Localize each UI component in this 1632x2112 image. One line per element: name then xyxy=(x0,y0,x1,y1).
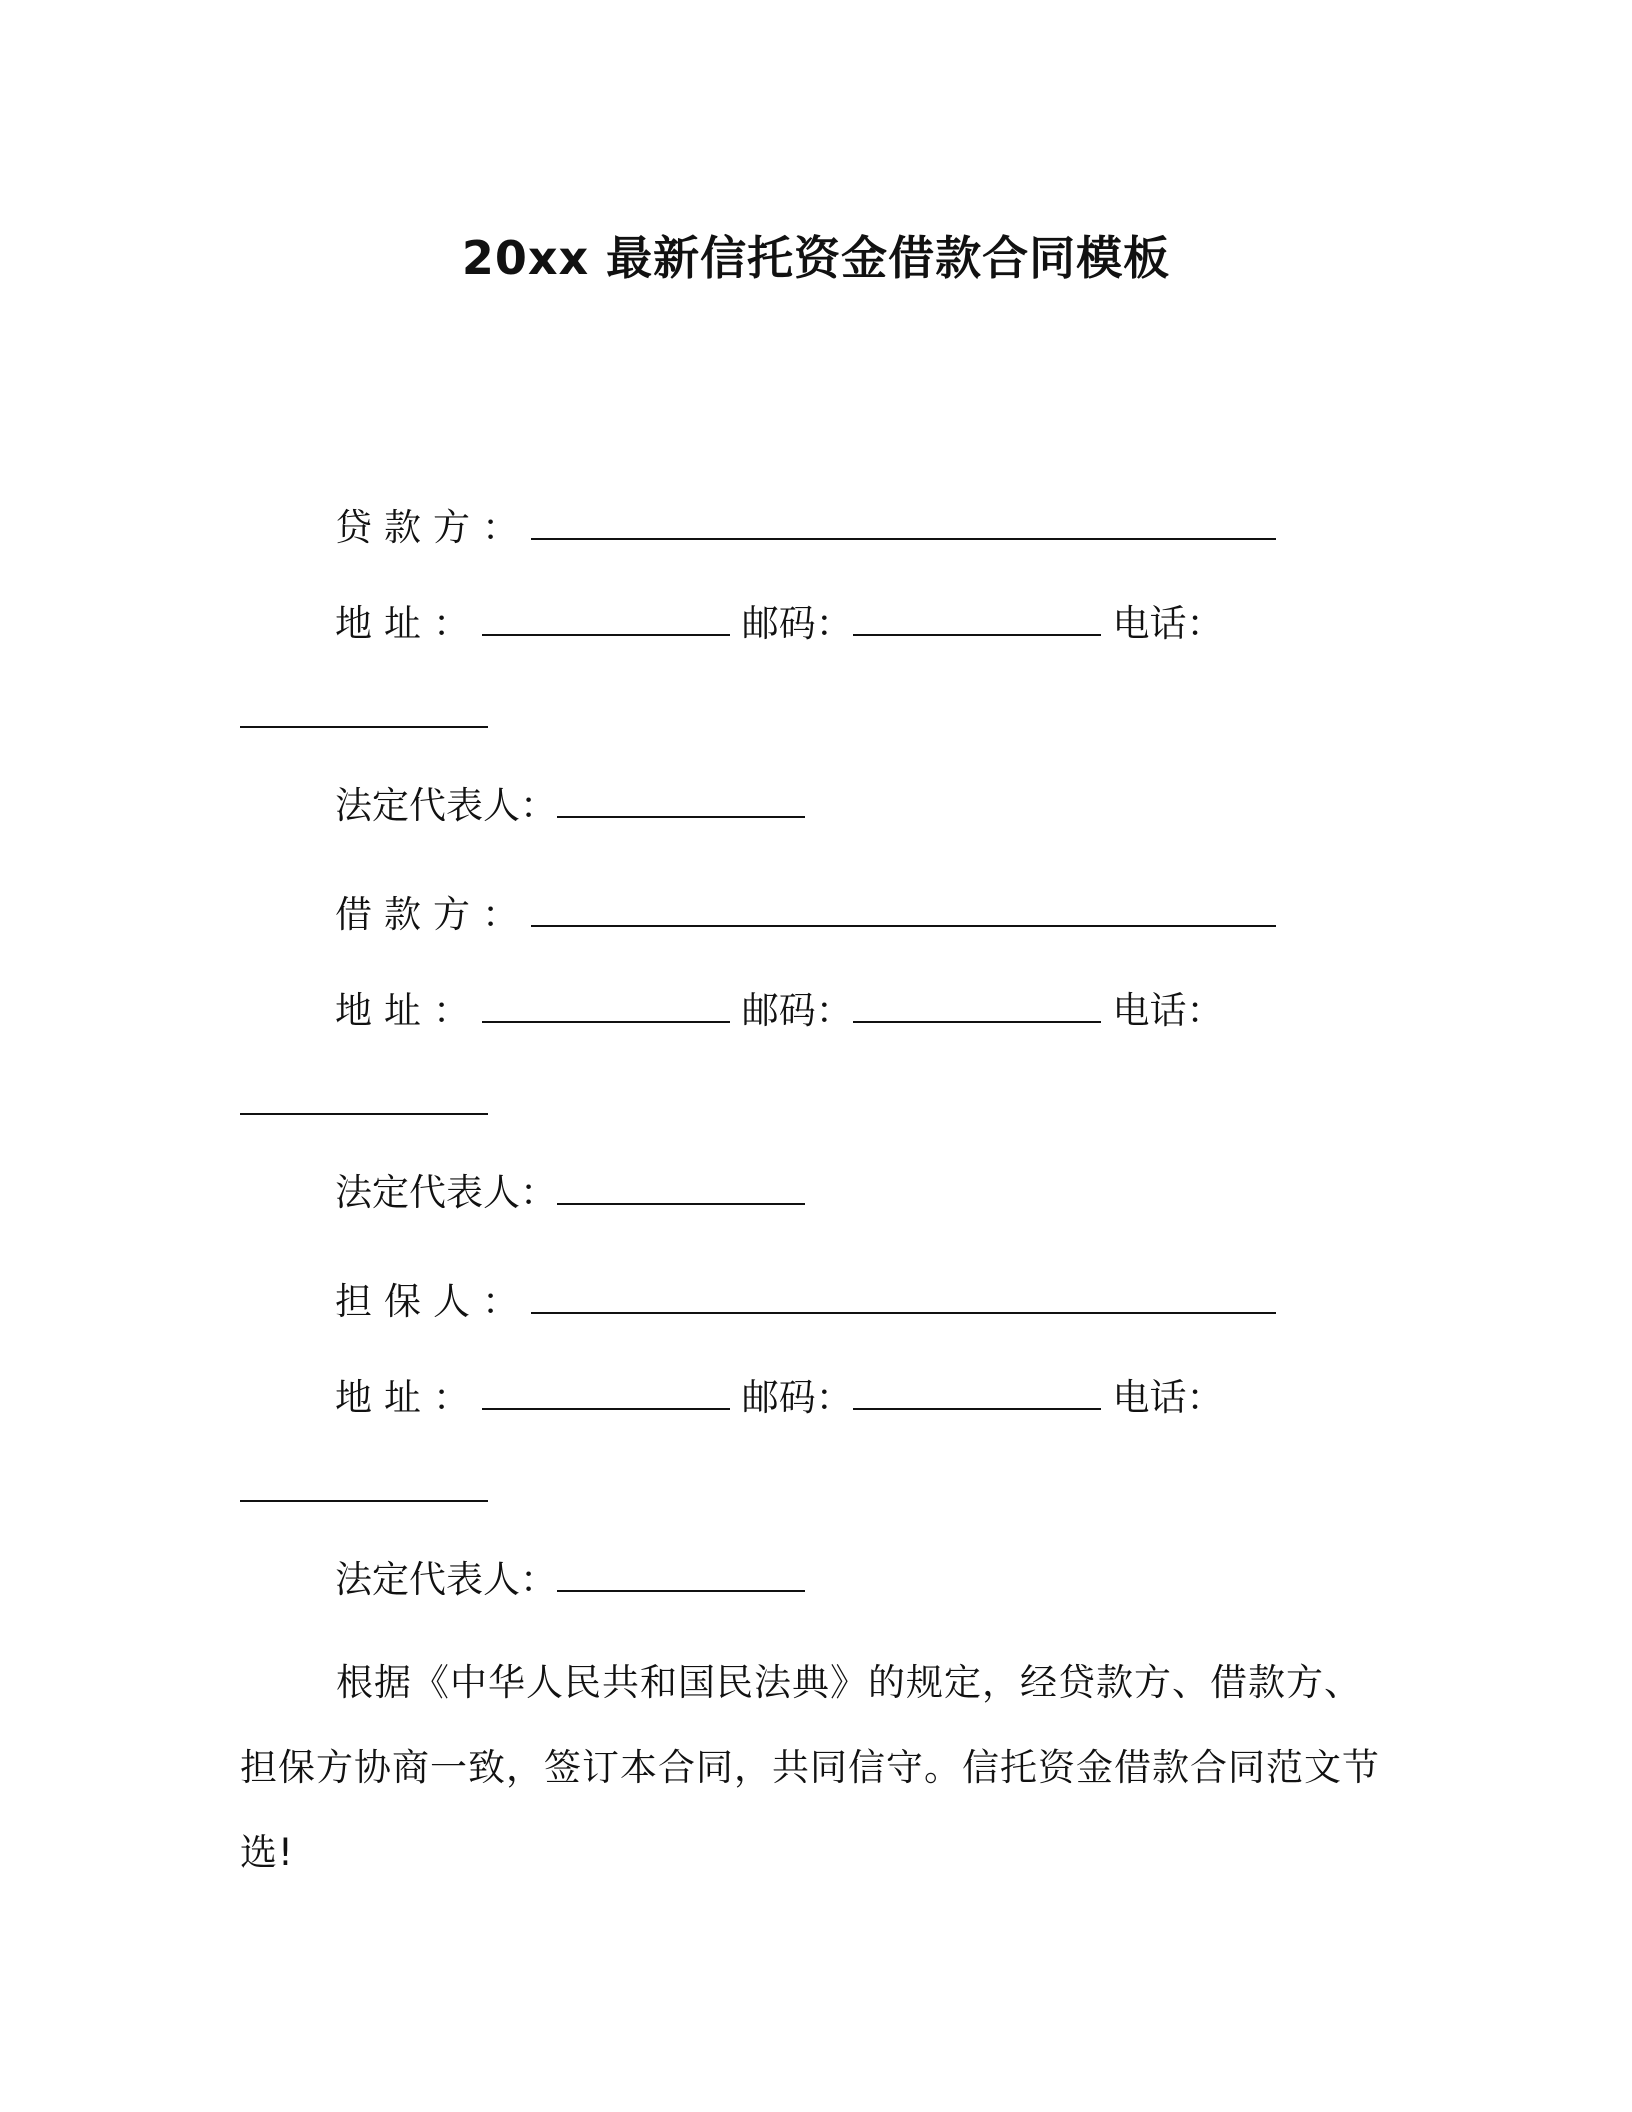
guarantor-name-field[interactable] xyxy=(531,1276,1276,1314)
document-title: 20xx 最新信托资金借款合同模板 xyxy=(461,231,1171,285)
lender-name-field[interactable] xyxy=(531,502,1276,540)
borrower-address-label: 地址： xyxy=(335,989,482,1032)
lender-address-field[interactable] xyxy=(482,598,730,636)
guarantor-contact-row xyxy=(335,1372,1224,1422)
lender-rep-label: 法定代表人： xyxy=(335,784,557,827)
guarantor-rep-row xyxy=(335,1554,805,1604)
lender-row xyxy=(335,502,1276,552)
guarantor-rep-label: 法定代表人： xyxy=(335,1558,557,1601)
borrower-phone-row xyxy=(240,1077,488,1127)
lender-contact-row xyxy=(335,598,1224,648)
borrower-name-field[interactable] xyxy=(531,889,1276,927)
lender-phone-label: 电话： xyxy=(1112,602,1224,645)
guarantor-postcode-label: 邮码： xyxy=(741,1376,853,1419)
guarantor-phone-label: 电话： xyxy=(1112,1376,1224,1419)
guarantor-phone-field[interactable] xyxy=(240,1464,488,1502)
lender-rep-field[interactable] xyxy=(557,780,805,818)
lender-postcode-field[interactable] xyxy=(853,598,1101,636)
guarantor-address-label: 地址： xyxy=(335,1376,482,1419)
borrower-rep-label: 法定代表人： xyxy=(335,1171,557,1214)
borrower-label: 借款方： xyxy=(335,893,531,936)
borrower-phone-label: 电话： xyxy=(1112,989,1224,1032)
borrower-postcode-label: 邮码： xyxy=(741,989,853,1032)
guarantor-address-field[interactable] xyxy=(482,1372,730,1410)
lender-label: 贷款方： xyxy=(335,506,531,549)
borrower-rep-row xyxy=(335,1167,805,1217)
lender-postcode-label: 邮码： xyxy=(741,602,853,645)
guarantor-postcode-field[interactable] xyxy=(853,1372,1101,1410)
guarantor-row xyxy=(335,1276,1276,1326)
lender-phone-field[interactable] xyxy=(240,690,488,728)
borrower-contact-row xyxy=(335,985,1224,1035)
borrower-address-field[interactable] xyxy=(482,985,730,1023)
borrower-row xyxy=(335,889,1276,939)
guarantor-label: 担保人： xyxy=(335,1280,531,1323)
lender-address-label: 地址： xyxy=(335,602,482,645)
guarantor-phone-row xyxy=(240,1464,488,1514)
lender-phone-row xyxy=(240,690,488,740)
guarantor-rep-field[interactable] xyxy=(557,1554,805,1592)
borrower-phone-field[interactable] xyxy=(240,1077,488,1115)
borrower-rep-field[interactable] xyxy=(557,1167,805,1205)
body-paragraph: 根据《中华人民共和国民法典》的规定，经贷款方、借款方、担保方协商一致，签订本合同，共同信守。信托资金借款合同范文节选! xyxy=(240,1661,1380,1874)
borrower-postcode-field[interactable] xyxy=(853,985,1101,1023)
lender-rep-row xyxy=(335,780,805,830)
